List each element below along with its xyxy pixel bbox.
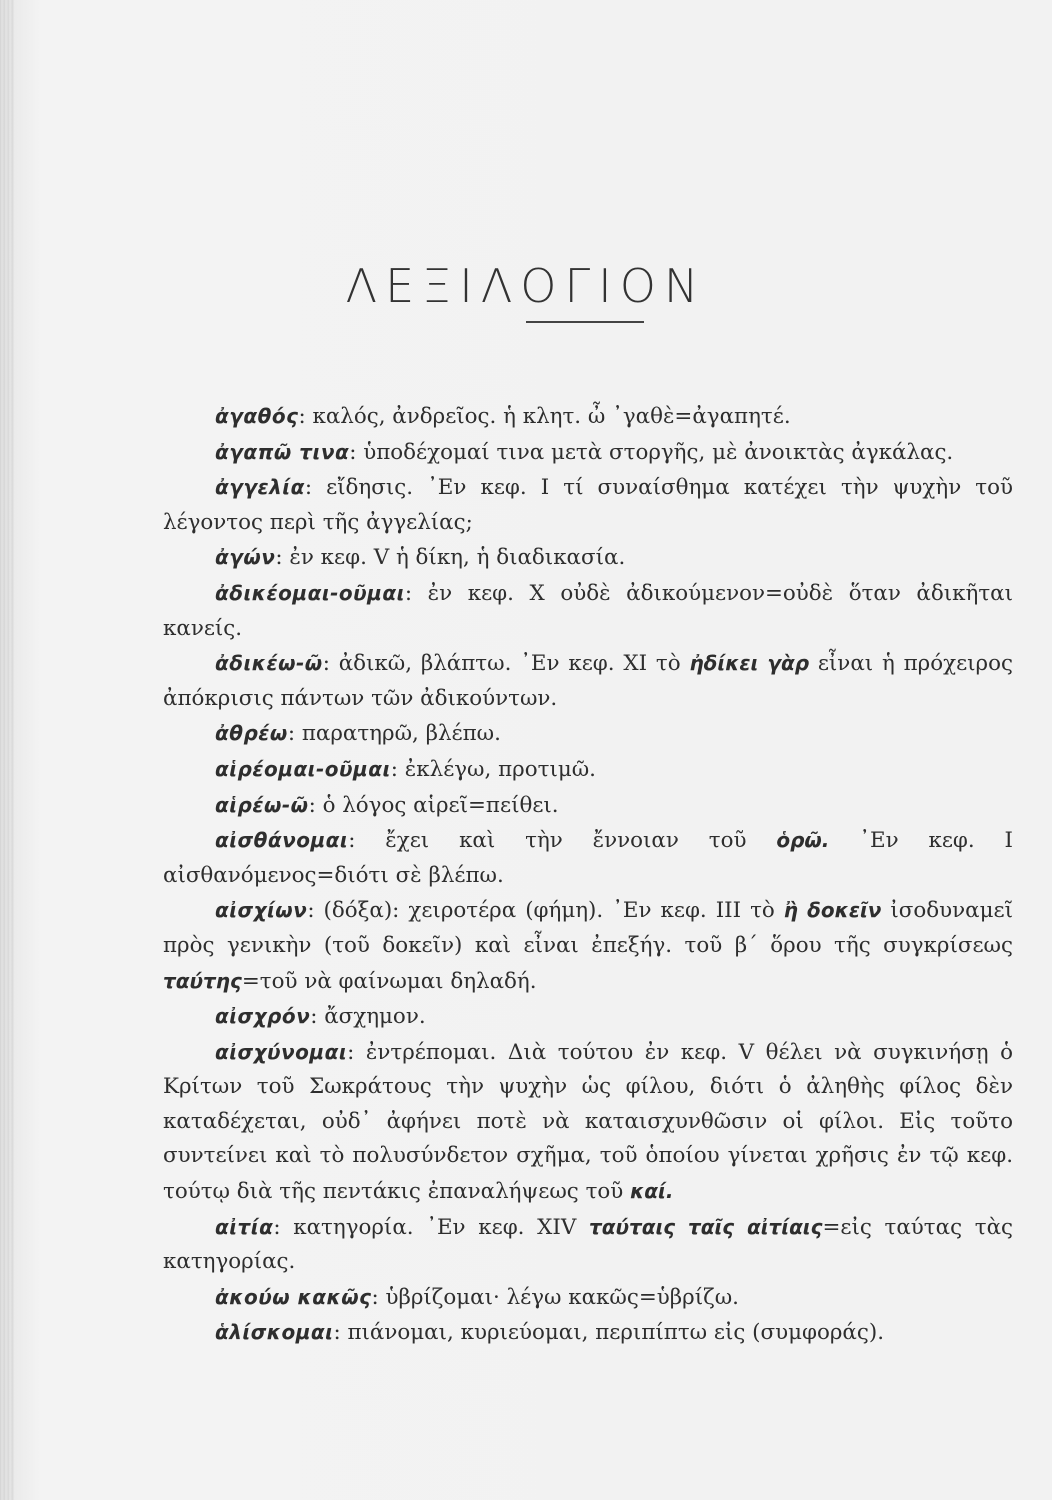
glossary-entry [163,1315,1013,1351]
entry-emphasis: ταύτης [163,968,242,993]
entry-text: : ὁ λόγος αἱρεῖ=πείθει. [308,792,559,818]
entry-headword: ἀγγελία [215,475,305,500]
title-rule [526,321,644,323]
entry-text: : ἐκλέγω, προτιμῶ. [390,756,596,782]
glossary-entry [163,999,1013,1035]
glossary-entry [163,752,1013,788]
entry-headword: ἀθρέω [215,721,288,746]
entry-text: εἶναι ἡ πρόχειρος ἀπόκρισις πάντων τῶν ἀδικούντων. [163,651,1013,711]
entry-text: : παρατηρῶ, βλέπω. [287,721,501,747]
entry-headword: αἰσχύνομαι [215,1039,348,1064]
glossary-entry [163,893,1013,999]
entry-headword: ἀγών [215,545,276,570]
entry-headword: αἰσθάνομαι [215,828,349,853]
glossary-entry [163,1280,1013,1316]
entry-headword: ἀδικέομαι-οῦμαι [215,580,405,605]
entry-text: : ἔχει καὶ τὴν ἔννοιαν τοῦ [348,828,777,854]
glossary-entry [163,823,1013,893]
entry-text: : ὑποδέχομαί τινα μετὰ στοργῆς, μὲ ἀνοικτὰς ἀγκάλας. [349,439,954,465]
entry-text: : ὑβρίζομαι· λέγω κακῶς=ὑβρίζω. [371,1284,739,1310]
entry-headword: ἁλίσκομαι [215,1320,334,1345]
glossary-entry [163,435,1013,471]
entry-text: : κατηγορία. ᾽Εν κεφ. XIV [273,1214,589,1240]
entry-text: : ἀδικῶ, βλάπτω. ᾽Εν κεφ. XI τὸ [322,651,690,677]
entry-emphasis: καί. [630,1179,674,1204]
entry-headword: ἀδικέω-ῶ [215,651,323,676]
glossary-entry [163,716,1013,752]
entry-headword: ἀγαπῶ τινα [215,439,350,464]
entry-headword: αἱρέομαι-οῦμαι [215,756,391,781]
glossary-entry [163,540,1013,576]
entry-headword: ἀγαθός [215,404,299,428]
page-edge [0,0,14,1500]
entry-text: =τοῦ νὰ φαίνωμαι δηλαδή. [241,968,537,994]
entry-emphasis: ἠδίκει γὰρ [689,651,810,676]
entry-headword: αἱρέω-ῶ [215,792,309,817]
glossary-entry [163,1035,1013,1210]
entry-text: : ἄσχημον. [310,1004,426,1030]
entry-text: : ἐντρέπομαι. Διὰ τούτου ἐν κεφ. V θέλει νὰ συγκινήσῃ ὁ Κρίτων τοῦ Σωκράτους τὴν ψυχὴν ὡς φίλου, διότι ὁ ἀληθὴς φίλος δὲν καταδέχεται, οὐδ᾽ ἀφήνει ποτὲ νὰ καταισχυνθῶσιν οἱ φίλοι. Εἰς τοῦτο συντείνει καὶ τὸ πολυσύνδετον σχῆμα, τοῦ ὁποίου γίνεται χρῆσις ἐν τῷ κεφ. τούτῳ διὰ τῆς πεντάκις ἐπαναλήψεως τοῦ [163,1039,1013,1205]
entry-text: =εἰς ταύτας τὰς κατηγορίας. [163,1214,1013,1275]
glossary-entry [163,399,1013,435]
entry-headword: ἀκούω κακῶς [215,1284,372,1309]
entry-text: : ἐν κεφ. V ἡ δίκη, ἡ διαδικασία. [275,545,626,571]
entry-headword: αἰτία [215,1214,274,1239]
entry-text: : εἴδησις. ᾽Εν κεφ. I τί συναίσθημα κατέχει τὴν ψυχὴν τοῦ λέγοντος περὶ τῆς ἀγγελίας; [163,475,1013,535]
entry-text: ἰσοδυναμεῖ πρὸς γενικὴν (τοῦ δοκεῖν) καὶ εἶναι ἐπεξήγ. τοῦ β´ ὅρου τῆς συγκρίσεως [163,898,1013,958]
entry-emphasis: ἢ δοκεῖν [783,898,882,923]
glossary-entry [163,1210,1013,1280]
entry-text: : (δόξα): χειροτέρα (φήμη). ᾽Εν κεφ. III τὸ [307,898,784,924]
entry-emphasis: ὁρῶ. [776,828,830,853]
glossary-entry [163,646,1013,716]
entry-text: : πιάνομαι, κυριεύομαι, περιπίπτω εἰς (συμφοράς). [333,1320,884,1346]
glossary-entry [163,788,1013,824]
entry-text: : καλός, ἀνδρεῖος. ἡ κλητ. ὦ ᾽γαθὲ=ἀγαπητέ. [298,404,791,429]
entry-headword: αἰσχίων [215,898,308,923]
entry-emphasis: ταύταις ταῖς αἰτίαις [588,1214,823,1239]
page-title: ΛΕΞΙΛΟΓΙΟΝ [345,258,707,313]
entry-text: : ἐν κεφ. X οὐδὲ ἀδικούμενον=οὐδὲ ὅταν ἀδικῆται κανείς. [163,580,1013,641]
glossary-entry [163,576,1013,646]
glossary-entries [163,399,1013,1351]
entry-headword: αἰσχρόν [215,1004,311,1029]
entry-text: ᾽Εν κεφ. I αἰσθανόμενος=διότι σὲ βλέπω. [163,828,1014,888]
glossary-entry [163,470,1013,540]
